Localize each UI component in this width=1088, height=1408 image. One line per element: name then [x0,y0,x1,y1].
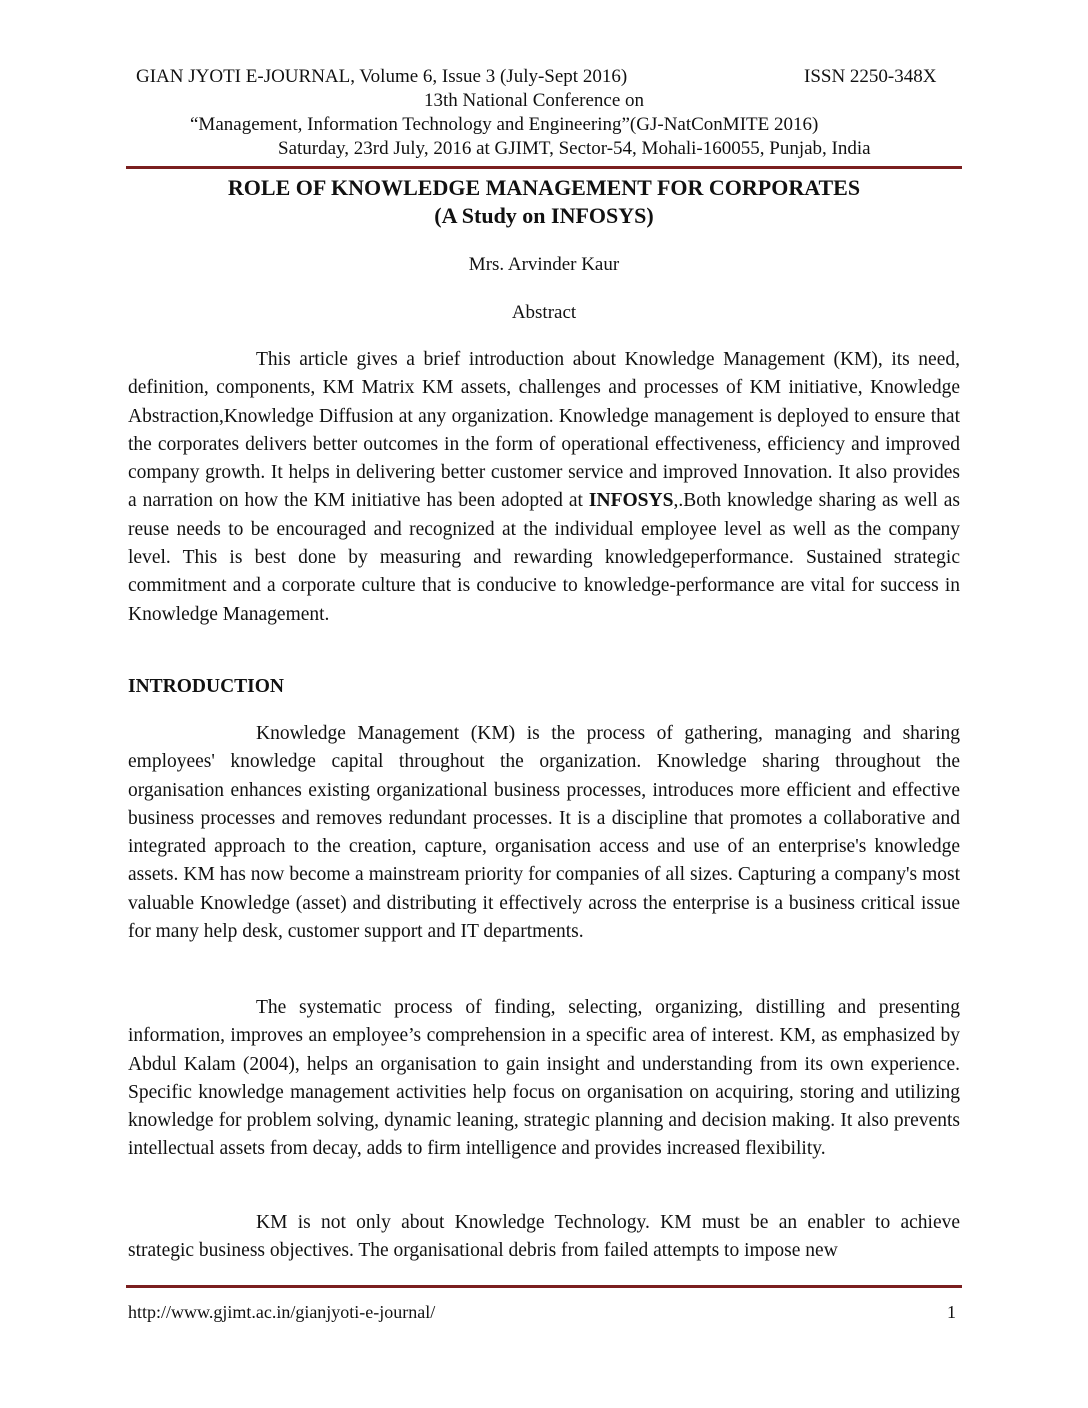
abstract-paragraph [128,346,960,629]
journal-name: GIAN JYOTI E-JOURNAL, Volume 6, Issue 3 (July-Sept 2016) [136,66,628,87]
author-name: Mrs. Arvinder Kaur [468,254,620,275]
conference-title: “Management, Information Technology and Engineering”(GJ-NatConMITE 2016) [190,114,819,135]
conference-date-place: Saturday, 23rd July, 2016 at GJIMT, Sector-54, Mohali-160055, Punjab, India [278,138,871,159]
conference-line: 13th National Conference on [424,90,645,111]
abstract-bold-company: INFOSYS [588,490,674,512]
introduction-paragraph-1: Knowledge Management (KM) is the process of gathering, managing and sharing employees' knowledge capital throughout the organization. Knowledge sharing throughout the organisation enhances existing organizational business processes, introduces more efficient and effective business processes and removes redundant processes. It is a discipline that promotes a collaborative and integrated approach to the creation, capture, organisation access and use of an enterprise's knowledge assets. KM has now become a mainstream priority for companies of all sizes. Capturing a company's most valuable Knowledge (asset) and distributing it effectively across the enterprise is a business critical issue for many help desk, customer support and IT departments. [128,723,960,943]
page-number: 1 [947,1302,956,1322]
footer-url: http://www.gjimt.ac.in/gianjyoti-e-journal/ [128,1302,436,1322]
paper-title-line2: (A Study on INFOSYS) [434,203,654,228]
introduction-paragraph-2: The systematic process of finding, selecting, organizing, distilling and presenting information, improves an employee’s comprehension in a specific area of interest. KM, as emphasized by Abdul Kalam (2004), helps an organisation to gain insight and understanding from its own experience. Specific knowledge management activities help focus on organisation on acquiring, storing and utilizing knowledge for problem solving, dynamic leaning, strategic planning and decision making. It also prevents intellectual assets from decay, adds to firm intelligence and provides increased flexibility. [128,997,960,1160]
section-heading-introduction: INTRODUCTION [128,676,285,697]
introduction-paragraph-3: KM is not only about Knowledge Technology. KM must be an enabler to achieve strategic business objectives. The organisational debris from failed attempts to impose new [128,1212,960,1262]
abstract-heading: Abstract [511,302,577,323]
issn: ISSN 2250-348X [804,66,937,87]
paper-title-line1: ROLE OF KNOWLEDGE MANAGEMENT FOR CORPORATES [227,175,861,200]
footer-rule [126,1285,962,1288]
header-rule [126,166,962,169]
abstract-text-part1: This article gives a brief introduction about Knowledge Management (KM), its need, definition, components, KM Matrix KM assets, challenges and processes of KM initiative, Knowledge Abstraction,Knowledge Diffusion at any organization. Knowledge management is deployed to ensure that the corporates delivers better outcomes in the form of operational effectiveness, efficiency and improved company growth. It helps in delivering better customer service and improved Innovation. It also provides a narration on how the KM initiative has been adopted at [128,349,960,512]
abstract-text-part2: ,.Both knowledge sharing as well as reuse needs to be encouraged and recognized at the individual employee level as well as the company level. This is best done by measuring and rewarding knowledgeperformance. Sustained strategic commitment and a corporate culture that is conducive to knowledge-performance are vital for success in Knowledge Management. [128,490,960,625]
